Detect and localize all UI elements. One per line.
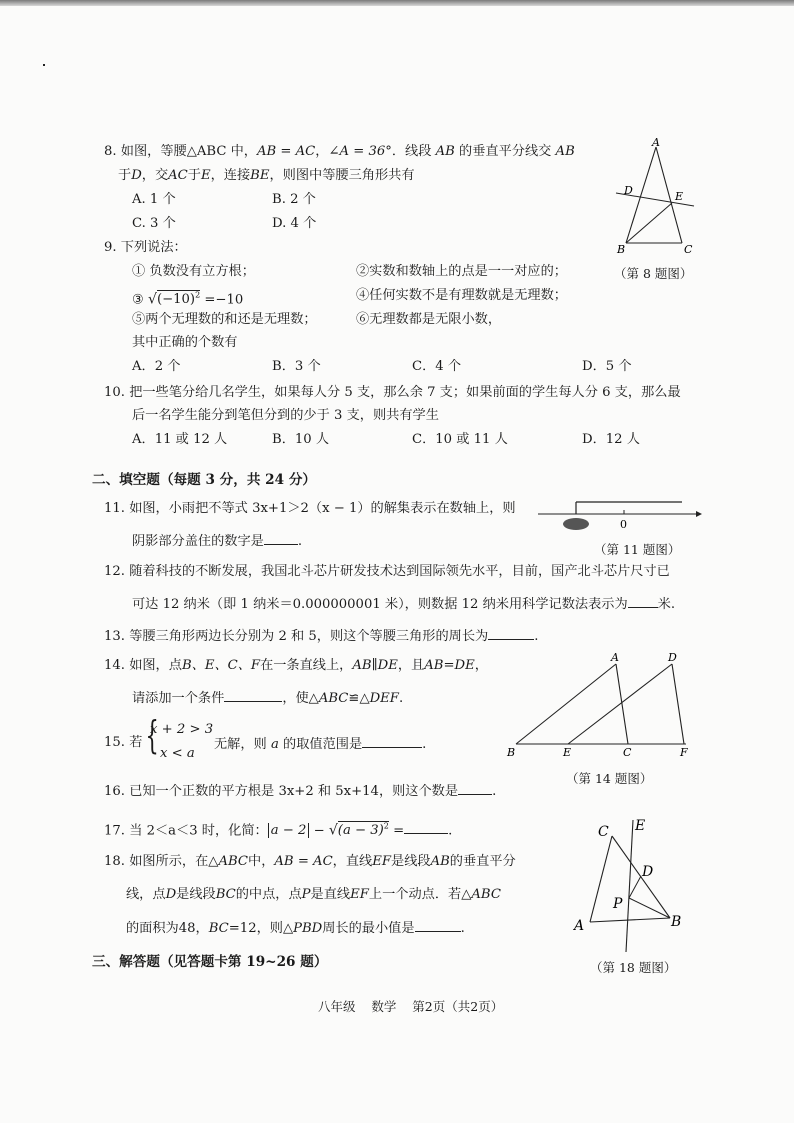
q11-number-line bbox=[536, 494, 706, 540]
q8-caption: （第 8 题图） bbox=[614, 266, 693, 281]
q17-answer-blank bbox=[404, 820, 448, 834]
q10-option-c: C．10 或 11 人 bbox=[412, 432, 508, 447]
q8-segment-be bbox=[626, 203, 672, 243]
q18-label-d: D bbox=[642, 864, 654, 880]
scan-edge bbox=[0, 0, 794, 6]
q18-figure bbox=[570, 812, 690, 954]
q18-label-e: E bbox=[635, 818, 646, 834]
q16-line: 16. 已知一个正数的平方根是 3x+2 和 5x+14，则这个数是 . bbox=[104, 781, 496, 801]
q16-answer-blank bbox=[458, 781, 492, 795]
q10-line-1: 10. 把一些笔分给几名学生，如果每人分 5 支，那么余 7 支；如果前面的学生每人分 6 支，那么最 bbox=[104, 385, 681, 400]
q9-option-a: A．2 个 bbox=[132, 359, 181, 374]
q8-option-b: B. 2 个 bbox=[272, 192, 316, 207]
q15-brace: { bbox=[145, 713, 159, 757]
q18-side-ab bbox=[590, 918, 670, 922]
q10-option-a: A．11 或 12 人 bbox=[132, 432, 228, 447]
q9-statement-3: ③ $√(-10)^2 =-10$ bbox=[132, 291, 244, 308]
q18-segment-pb bbox=[629, 898, 670, 918]
q13-answer-blank bbox=[488, 626, 534, 640]
q14-caption: （第 14 题图） bbox=[566, 771, 653, 786]
q12-answer-blank bbox=[628, 594, 658, 608]
q9-statement-1: ① 负数没有立方根； bbox=[132, 264, 255, 279]
q18-line-1: 18. 如图所示，在△ABC中，AB = AC，直线EF是线段AB的垂直平分 bbox=[104, 854, 516, 869]
section-2-heading: 二、填空题（每题 3 分，共 24 分） bbox=[92, 472, 317, 488]
q18-label-c: C bbox=[598, 824, 609, 840]
q11-line-1: 11. 如图，小雨把不等式 3x+1＞2（x − 1）的解集表示在数轴上，则 bbox=[104, 501, 516, 516]
q14-label-c: C bbox=[623, 746, 632, 759]
q9-option-b: B．3 个 bbox=[272, 359, 321, 374]
q8-label-b: B bbox=[617, 243, 626, 256]
q8-label-a: A bbox=[652, 136, 660, 149]
q14-answer-blank bbox=[224, 688, 282, 702]
q14-side-df bbox=[672, 664, 684, 744]
q15-tail: 无解，则 a 的取值范围是 . bbox=[214, 734, 426, 754]
q11-zero-label: 0 bbox=[620, 518, 627, 531]
q11-answer-blank bbox=[264, 531, 298, 545]
scan-speck bbox=[43, 64, 45, 66]
q15-inequality-2: x < a bbox=[160, 746, 195, 761]
q8-line-2: 于D，交AC于E，连接BE，则图中等腰三角形共有 bbox=[118, 168, 415, 183]
q8-label-d: D bbox=[624, 184, 633, 197]
q15-answer-blank bbox=[362, 734, 422, 748]
q10-line-2: 后一名学生能分到笔但分到的少于 3 支，则共有学生 bbox=[132, 408, 439, 423]
q15-num: 15. 若 bbox=[104, 735, 143, 750]
q18-side-ca bbox=[590, 836, 612, 922]
q18-answer-blank bbox=[415, 918, 461, 932]
q14-side-ac bbox=[616, 664, 628, 744]
q12-line-1: 12. 随着科技的不断发展，我国北斗芯片研发技术达到国际领先水平，目前，国产北斗芯片尺寸已 bbox=[104, 564, 670, 579]
q14-line-1: 14. 如图，点B、E、C、F在一条直线上，AB∥DE，且AB=DE， bbox=[104, 658, 488, 673]
page-footer: 八年级 数学 第2页（共2页） bbox=[318, 999, 504, 1014]
q14-side-ab bbox=[516, 664, 616, 744]
q18-line-2: 线，点D是线段BC的中点，点P是直线EF上一个动点．若△ABC bbox=[126, 887, 501, 902]
q10-option-d: D．12 人 bbox=[582, 432, 640, 447]
q18-segment-pd bbox=[629, 876, 641, 898]
q8-option-a: A. 1 个 bbox=[132, 192, 176, 207]
q9-option-d: D．5 个 bbox=[582, 359, 632, 374]
q10-option-b: B．10 人 bbox=[272, 432, 330, 447]
q9-statement-4: ④任何实数不是有理数就是无理数； bbox=[356, 288, 567, 303]
q11-ink-blot bbox=[563, 518, 589, 530]
section-3-heading: 三、解答题（见答题卡第 19~26 题） bbox=[92, 954, 328, 970]
q9-statement-5: ⑤两个无理数的和还是无理数； bbox=[132, 312, 317, 327]
q18-label-a: A bbox=[574, 918, 585, 934]
q13-line: 13. 等腰三角形两边长分别为 2 和 5，则这个等腰三角形的周长为 . bbox=[104, 626, 538, 646]
q14-label-d: D bbox=[668, 651, 677, 664]
q8-figure bbox=[608, 136, 704, 258]
q14-label-b: B bbox=[507, 746, 516, 759]
q18-line-3: 的面积为48，BC=12，则△PBD周长的最小值是 . bbox=[126, 918, 465, 938]
q12-line-2: 可达 12 纳米（即 1 纳米＝0.000000001 米），则数据 12 纳米用科学记数法表示为 米. bbox=[132, 594, 675, 614]
q9-statement-6: ⑥无理数都是无限小数， bbox=[356, 312, 502, 327]
q9-option-c: C．4 个 bbox=[412, 359, 462, 374]
q11-axis-arrow bbox=[696, 511, 702, 517]
q18-line-ef bbox=[626, 820, 633, 952]
q18-label-b: B bbox=[671, 914, 682, 930]
q9-ask: 其中正确的个数有 bbox=[132, 335, 238, 350]
q8-label-e: E bbox=[675, 190, 684, 203]
q14-line-2: 请添加一个条件 ，使△ABC≌△DEF. bbox=[132, 688, 403, 708]
q15-inequality-1: x + 2 > 3 bbox=[150, 722, 214, 737]
q11-caption: （第 11 题图） bbox=[594, 542, 681, 557]
q18-label-p: P bbox=[613, 896, 623, 912]
q9-statement-2: ②实数和数轴上的点是一一对应的； bbox=[356, 264, 567, 279]
q17-line: 17. 当 2＜a＜3 时，化简： $a - 2 - √(a - 3)^2$ = . bbox=[104, 822, 453, 839]
q18-caption: （第 18 题图） bbox=[590, 960, 677, 975]
q14-label-e: E bbox=[563, 746, 572, 759]
q8-line-1: 8. 如图，等腰△ABC 中，AB = AC，∠A = 36°．线段 AB 的垂直平分线交 AB bbox=[104, 144, 575, 159]
q14-label-a: A bbox=[611, 651, 619, 664]
q8-label-c: C bbox=[684, 243, 693, 256]
q17-absolute-value: a − 2 bbox=[268, 823, 310, 838]
q9-stem: 9. 下列说法： bbox=[104, 240, 187, 255]
q14-figure bbox=[504, 650, 700, 762]
q14-label-f: F bbox=[680, 746, 688, 759]
q14-side-de bbox=[568, 664, 672, 744]
q8-option-c: C. 3 个 bbox=[132, 216, 176, 231]
q8-option-d: D. 4 个 bbox=[272, 216, 317, 231]
q11-line-2: 阴影部分盖住的数字是 . bbox=[132, 531, 302, 551]
